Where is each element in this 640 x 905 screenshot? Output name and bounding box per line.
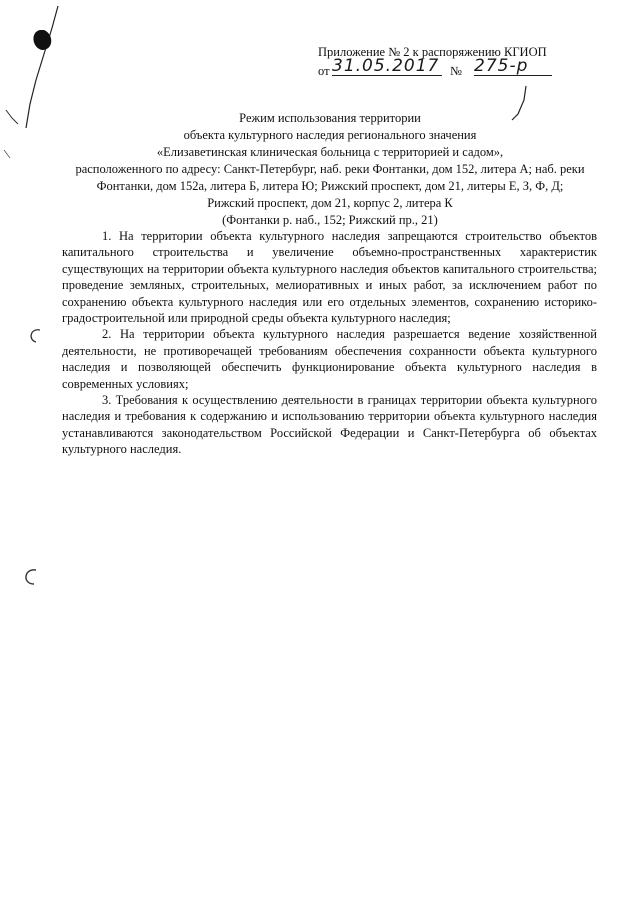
title-line: расположенного по адресу: Санкт-Петербург, наб. реки Фонтанки, дом 152, литера А; наб. реки — [75, 162, 585, 176]
paragraph-3: 3. Требования к осуществлению деятельности в границах территории объекта культурного наследия и требования к содержанию и использованию территории объекта культурного наследия устанавливаются законодательством Российской Федерации и Санкт-Петербурга об объектах культурного наследия. — [62, 393, 597, 457]
appendix-line: Приложение № 2 к распоряжению КГИОП — [318, 45, 547, 59]
title-line: «Елизаветинская клиническая больница с территорией и садом», — [156, 145, 504, 159]
margin-mark — [20, 566, 44, 590]
margin-mark — [26, 326, 46, 346]
paragraph-2: 2. На территории объекта культурного наследия разрешается ведение хозяйственной деятельности, не противоречащей требованиям обеспечения сохранности объекта культурного наследия и позволяющей обеспечить функционирование объекта культурного наследия в современных условиях; — [62, 327, 597, 391]
number-label: № — [450, 64, 462, 78]
date-from-label: от — [318, 64, 330, 78]
document-title — [40, 110, 620, 229]
title-line: Фонтанки, дом 152а, литера Б, литера Ю; Рижский проспект, дом 21, литеры Е, З, Ф, Д; — [96, 179, 564, 193]
title-line: объекта культурного наследия регионального значения — [183, 128, 477, 142]
title-line: Рижский проспект, дом 21, корпус 2, литера К — [207, 196, 453, 210]
title-line: Режим использования территории — [239, 111, 421, 125]
approval-stamp — [318, 44, 578, 83]
handwritten-number: 275-р — [474, 58, 552, 76]
title-line: (Фонтанки р. наб., 152; Рижский пр., 21) — [222, 213, 438, 227]
paragraph-1: 1. На территории объекта культурного наследия запрещаются строительство объектов капитального строительства и увеличение объемно-пространственных характеристик существующих на территории объекта культурного наследия объектов капитального строительства; проведение земляных, строительных, мелиоративных и иных работ, за исключением работ по сохранению объекта культурного наследия или его отдельных элементов, сохранению историко-градостроительной или природной среды объекта культурного наследия; — [62, 229, 597, 326]
document-body — [62, 228, 597, 458]
handwritten-date: 31.05.2017 — [332, 58, 442, 76]
